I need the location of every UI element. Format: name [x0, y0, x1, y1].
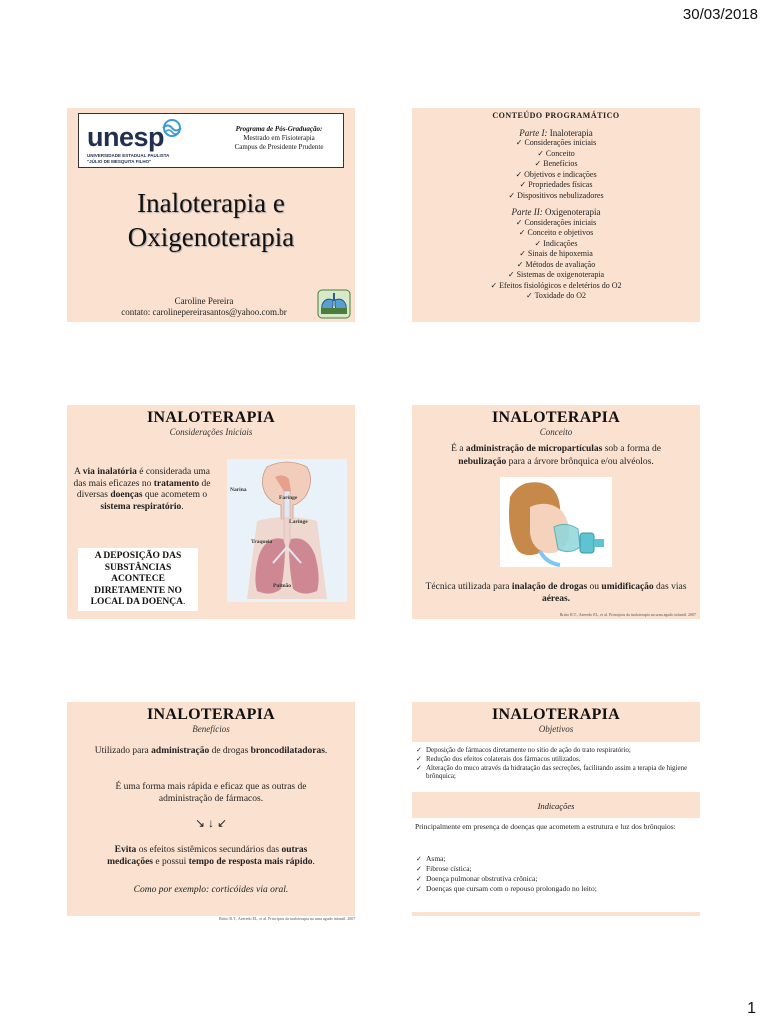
- citation: Britto R.T., Azeredo EL, et al. Princípios da inaloterapia na urna agudo infantil. 2007: [559, 612, 696, 617]
- unesp-wave-icon: [159, 118, 185, 138]
- unesp-logo-text: unesp: [87, 122, 165, 152]
- author-info: Caroline Pereira contato: carolinepereirasantos@yahoo.com.br: [121, 296, 287, 317]
- objectives-list: [416, 746, 700, 781]
- toc-item: ✓ Objetivos e indicações: [515, 169, 597, 179]
- concept-definition: É a administração de micropartículas sob a forma de nebulização para a árvore brônquica e/ou alvéolos.: [451, 444, 661, 467]
- slide-benefits: [67, 702, 355, 916]
- toc-item: ✓ Dispositivos nebulizadores: [508, 190, 604, 200]
- citation: Britto R.T., Azeredo EL, et al. Princípios da inaloterapia na urna agudo infantil. 2007: [219, 916, 356, 921]
- table-of-contents: [412, 111, 700, 302]
- benefit-line-3: Evita os efeitos sistêmicos secundários das outras medicações e possui tempo de resposta mais rápido.: [107, 845, 315, 867]
- nebulizer-patient-icon: [500, 477, 612, 567]
- label-pulmao: Pulmão: [273, 583, 292, 589]
- slide-title: [67, 108, 355, 322]
- slide-objectives: [412, 702, 700, 916]
- anatomy-figure-icon: [227, 459, 347, 602]
- list-item: ✓ Alteração do muco através da hidratação das secreções, facilitando assim a terapia de higiene brônquica;: [416, 764, 700, 782]
- page-number: 1: [747, 1000, 756, 1017]
- slide-considerations: [67, 405, 355, 619]
- toc-item: ✓ Sistemas de oxigenoterapia: [507, 270, 605, 279]
- list-item: ✓ Doenças que cursam com o repouso prolongado no leito;: [416, 884, 700, 894]
- slide-subtitle: Benefícios: [192, 724, 230, 734]
- slide-title-text: INALOTERAPIA: [491, 409, 621, 426]
- indications-intro: Principalmente em presença de doenças que acometem a estrutura e luz dos brônquios:: [415, 822, 676, 831]
- presentation-title: Inaloterapia e Oxigenoterapia: [127, 188, 295, 252]
- list-item: ✓ Redução dos efeitos colaterais dos fármacos utilizados.: [416, 755, 700, 764]
- program-info: Programa de Pós-Graduação: Mestrado em Fisioterapia Campus de Presidente Prudente: [234, 125, 324, 151]
- slide-title-text: INALOTERAPIA: [146, 409, 276, 426]
- lungs-logo-icon: [317, 289, 351, 319]
- toc-item: ✓ Conceito: [537, 148, 575, 158]
- unesp-logo-box: [78, 113, 344, 168]
- contents-heading: CONTEÚDO PROGRAMÁTICO: [492, 111, 620, 120]
- nebulizer-photo: [500, 477, 612, 567]
- slide-subtitle: Conceito: [539, 427, 573, 437]
- part-1-heading: Parte I: Inaloterapia: [519, 127, 593, 138]
- slide-subtitle: Objetivos: [538, 724, 574, 734]
- benefit-line-1: Utilizado para administração de drogas broncodilatadoras.: [94, 746, 328, 756]
- indications-list: [416, 854, 700, 894]
- benefit-line-2: É uma forma mais rápida e eficaz que as outras de administração de fármacos.: [115, 782, 307, 804]
- list-item: ✓ Asma;: [416, 854, 700, 864]
- deposition-callout: A DEPOSIÇÃO DAS SUBSTÂNCIAS ACONTECE DIRETAMENTE NO LOCAL DA DOENÇA.: [78, 548, 198, 611]
- toc-item: ✓ Considerações iniciais: [515, 138, 597, 147]
- toc-item: ✓ Considerações iniciais: [515, 217, 597, 227]
- toc-item: ✓ Toxidade do O2: [526, 291, 586, 300]
- toc-item: ✓ Benefícios: [534, 159, 578, 168]
- technique-text: Técnica utilizada para inalação de drogas ou umidificação das vias aéreas.: [425, 582, 687, 604]
- toc-item: ✓ Propriedades físicas: [519, 180, 593, 189]
- label-laringe: Laringe: [289, 519, 308, 525]
- toc-item: ✓ Efeitos fisiológicos e deletérios do O2: [490, 280, 622, 290]
- list-item: ✓ Fibrose cística;: [416, 864, 700, 874]
- slide-subtitle: Considerações Iniciais: [169, 427, 253, 437]
- slide-contents: [412, 108, 700, 322]
- label-narina: Narina: [230, 487, 247, 493]
- list-item: ✓ Deposição de fármacos diretamente no sítio de ação do trato respiratório;: [416, 746, 700, 755]
- list-item: ✓ Doença pulmonar obstrutiva crônica;: [416, 874, 700, 884]
- benefit-example: Como por exemplo: corticóides via oral.: [133, 885, 289, 895]
- part-2-heading: Parte II: Oxigenoterapia: [511, 207, 601, 217]
- toc-item: ✓ Sinais de hipoxemia: [519, 249, 593, 258]
- label-faringe: Faringe: [279, 495, 298, 501]
- slide-title-text: INALOTERAPIA: [146, 706, 276, 723]
- arrows-icon: ↘ ↓ ↙: [194, 816, 228, 830]
- document-date: 30/03/2018: [682, 6, 758, 23]
- toc-item: ✓ Métodos de avaliação: [516, 259, 596, 269]
- slide-concept: [412, 405, 700, 619]
- toc-item: ✓ Indicações: [534, 238, 578, 248]
- slide-title-text: INALOTERAPIA: [491, 706, 621, 723]
- considerations-text: A via inalatória é considerada uma das mais eficazes no tratamento de diversas doenças que acometem o sistema respiratório.: [73, 467, 211, 512]
- respiratory-anatomy-illustration: [227, 459, 347, 602]
- unesp-university-name: UNIVERSIDADE ESTADUAL PAULISTA "JÚLIO DE MESQUITA FILHO": [87, 153, 170, 164]
- toc-item: ✓ Conceito e objetivos: [518, 228, 594, 237]
- indications-heading: Indicações: [412, 792, 700, 818]
- label-traqueia: Traqueia: [251, 539, 273, 545]
